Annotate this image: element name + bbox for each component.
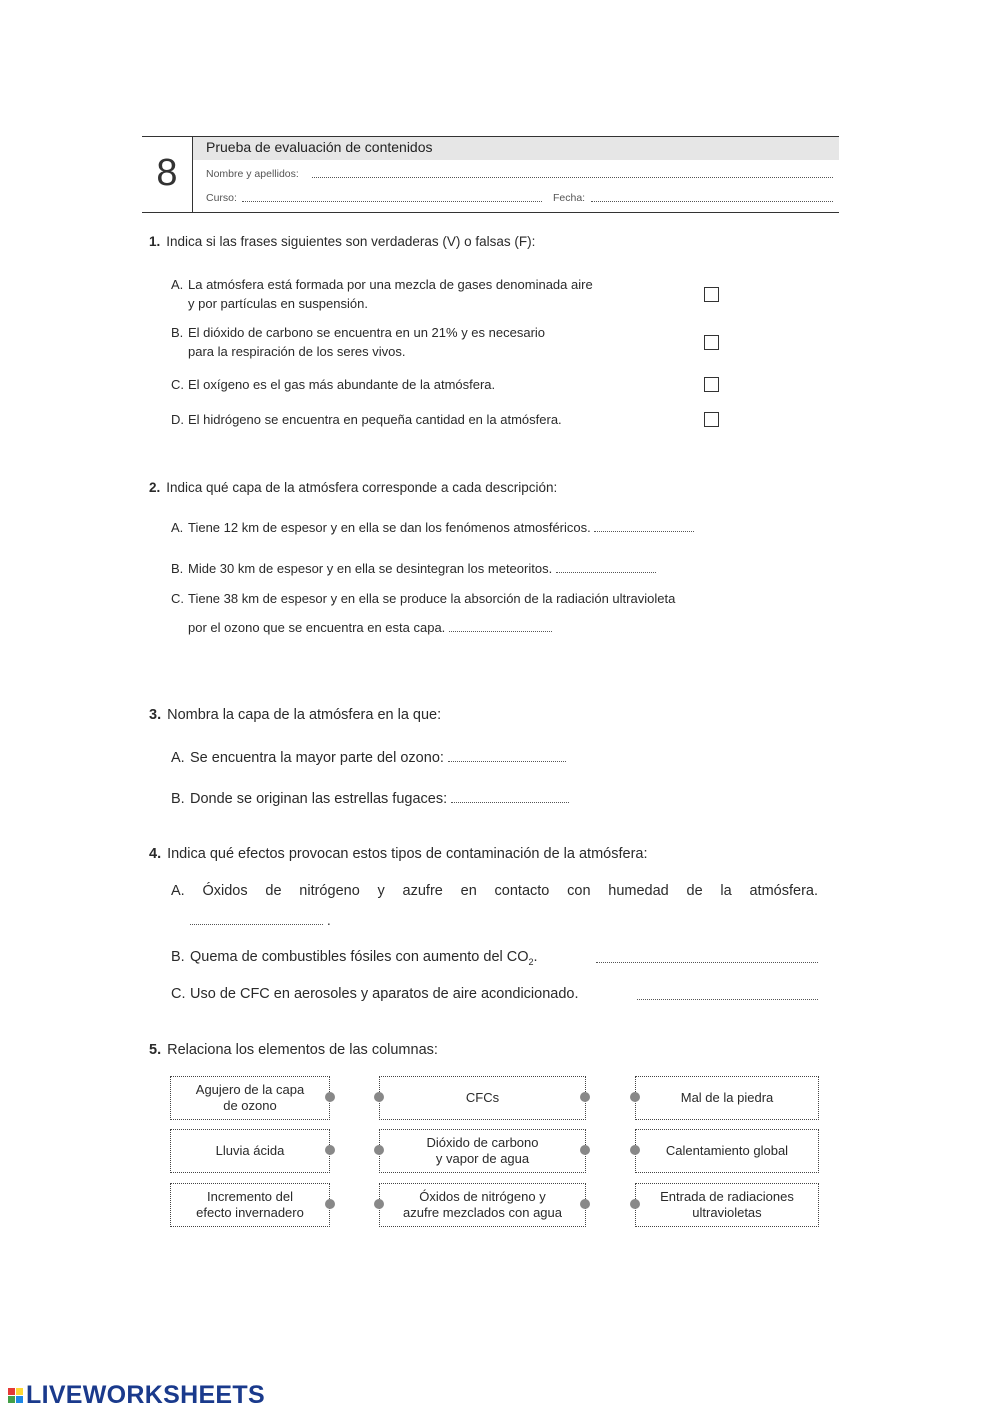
q4-item-a xyxy=(171,883,818,899)
q1-c-checkbox[interactable] xyxy=(704,377,719,392)
match-dot[interactable] xyxy=(630,1199,640,1209)
match-dot[interactable] xyxy=(374,1092,384,1102)
header-bottom-rule xyxy=(142,212,839,213)
question-text: Nombra la capa de la atmósfera en la que: xyxy=(167,707,442,723)
match-col3-item[interactable]: Calentamiento global xyxy=(635,1129,819,1173)
item-text: Quema de combustibles fósiles con aumento del CO xyxy=(190,949,529,965)
question-number: 2. xyxy=(149,480,161,495)
item-text: El hidrógeno se encuentra en pequeña cantidad en la atmósfera. xyxy=(188,412,562,427)
match-dot[interactable] xyxy=(374,1145,384,1155)
question-text: Relaciona los elementos de las columnas: xyxy=(167,1042,438,1058)
item-text-cont: y por partículas en suspensión. xyxy=(188,296,368,311)
item-text: Tiene 12 km de espesor y en ella se dan los fenómenos atmosféricos. xyxy=(188,520,591,535)
question-1-title xyxy=(149,234,535,249)
item-text: Donde se originan las estrellas fugaces: xyxy=(190,791,448,807)
item-text-cont: por el ozono que se encuentra en esta capa. xyxy=(188,620,446,635)
test-title: Prueba de evaluación de contenidos xyxy=(206,139,433,155)
q1-item-b xyxy=(171,323,545,361)
q4-b-answer[interactable] xyxy=(596,962,818,963)
logo-icon xyxy=(8,1388,23,1403)
item-suffix: . xyxy=(533,949,538,965)
match-col2-item[interactable]: Dióxido de carbono y vapor de agua xyxy=(379,1129,586,1173)
q2-item-c-cont xyxy=(188,618,552,637)
item-text: El oxígeno es el gas más abundante de la atmósfera. xyxy=(188,377,496,392)
match-dot[interactable] xyxy=(374,1199,384,1209)
q2-b-answer[interactable] xyxy=(556,560,656,573)
item-text: Se encuentra la mayor parte del ozono: xyxy=(190,750,444,766)
item-text-cont: para la respiración de los seres vivos. xyxy=(188,344,406,359)
match-dot[interactable] xyxy=(325,1199,335,1209)
course-label: Curso: xyxy=(206,192,237,204)
question-4-title xyxy=(149,846,648,862)
match-col2-item[interactable]: CFCs xyxy=(379,1076,586,1120)
item-letter: A. xyxy=(171,520,184,535)
question-text: Indica qué efectos provocan estos tipos de contaminación de la atmósfera: xyxy=(167,846,648,862)
match-col1-item[interactable]: Incremento del efecto invernadero xyxy=(170,1183,330,1227)
item-text: Óxidos de nitrógeno y azufre en contacto con humedad de la atmósfera. xyxy=(202,883,818,899)
match-dot[interactable] xyxy=(325,1092,335,1102)
course-field[interactable] xyxy=(242,201,542,202)
match-dot[interactable] xyxy=(630,1092,640,1102)
item-letter: A. xyxy=(171,883,185,899)
q3-item-a xyxy=(171,749,566,766)
item-letter: B. xyxy=(171,561,184,576)
item-letter: C. xyxy=(171,591,184,606)
q4-item-c xyxy=(171,986,579,1002)
item-text: La atmósfera está formada por una mezcla de gases denominada aire xyxy=(188,277,593,292)
item-letter: B. xyxy=(171,325,184,340)
item-letter: B. xyxy=(171,791,185,807)
item-letter: D. xyxy=(171,412,184,427)
q3-b-answer[interactable] xyxy=(451,790,569,803)
item-letter: C. xyxy=(171,986,186,1002)
item-letter: C. xyxy=(171,377,184,392)
item-text: El dióxido de carbono se encuentra en un 21% y es necesario xyxy=(188,325,546,340)
q1-item-d xyxy=(171,410,562,429)
q4-c-answer[interactable] xyxy=(637,999,818,1000)
date-label: Fecha: xyxy=(553,192,586,204)
subscript: 2 xyxy=(528,956,534,967)
name-label: Nombre y apellidos: xyxy=(206,168,299,180)
q4-item-b xyxy=(171,949,538,967)
q2-item-a xyxy=(171,518,694,537)
q2-item-b xyxy=(171,559,656,578)
name-field[interactable] xyxy=(312,177,833,178)
match-col1-item[interactable]: Agujero de la capa de ozono xyxy=(170,1076,330,1120)
question-text: Indica qué capa de la atmósfera corresponde a cada descripción: xyxy=(166,480,558,495)
header-divider xyxy=(192,136,193,213)
q1-d-checkbox[interactable] xyxy=(704,412,719,427)
date-field[interactable] xyxy=(591,201,833,202)
q2-item-c xyxy=(171,589,675,608)
item-letter: A. xyxy=(171,277,184,292)
question-number: 3. xyxy=(149,707,162,723)
q1-a-checkbox[interactable] xyxy=(704,287,719,302)
match-col2-item[interactable]: Óxidos de nitrógeno y azufre mezclados con agua xyxy=(379,1183,586,1227)
match-dot[interactable] xyxy=(630,1145,640,1155)
q4-a-answer[interactable] xyxy=(190,912,323,925)
match-col1-item[interactable]: Lluvia ácida xyxy=(170,1129,330,1173)
item-text: Mide 30 km de espesor y en ella se desintegran los meteoritos. xyxy=(188,561,553,576)
logo-text: LIVEWORKSHEETS xyxy=(26,1381,265,1409)
q1-item-c xyxy=(171,375,495,394)
question-2-title xyxy=(149,480,557,495)
item-letter: A. xyxy=(171,750,185,766)
match-dot[interactable] xyxy=(580,1145,590,1155)
question-5-title xyxy=(149,1042,438,1058)
q4-a-answer-row: . xyxy=(190,912,331,928)
match-col3-item[interactable]: Mal de la piedra xyxy=(635,1076,819,1120)
match-dot[interactable] xyxy=(580,1092,590,1102)
question-number: 5. xyxy=(149,1042,162,1058)
q3-item-b xyxy=(171,790,569,807)
match-col3-item[interactable]: Entrada de radiaciones ultravioletas xyxy=(635,1183,819,1227)
item-letter: B. xyxy=(171,949,185,965)
match-dot[interactable] xyxy=(325,1145,335,1155)
q1-b-checkbox[interactable] xyxy=(704,335,719,350)
liveworksheets-logo[interactable] xyxy=(8,1381,265,1410)
question-number: 1. xyxy=(149,234,161,249)
q3-a-answer[interactable] xyxy=(448,749,566,762)
q2-c-answer[interactable] xyxy=(449,619,552,632)
item-text: Uso de CFC en aerosoles y aparatos de aire acondicionado. xyxy=(190,986,579,1002)
q2-a-answer[interactable] xyxy=(594,519,694,532)
question-3-title xyxy=(149,707,441,723)
q1-item-a xyxy=(171,275,593,313)
item-text: Tiene 38 km de espesor y en ella se produce la absorción de la radiación ultravioleta xyxy=(188,591,676,606)
question-number: 4. xyxy=(149,846,162,862)
match-dot[interactable] xyxy=(580,1199,590,1209)
question-text: Indica si las frases siguientes son verdaderas (V) o falsas (F): xyxy=(166,234,536,249)
unit-number: 8 xyxy=(156,152,178,194)
